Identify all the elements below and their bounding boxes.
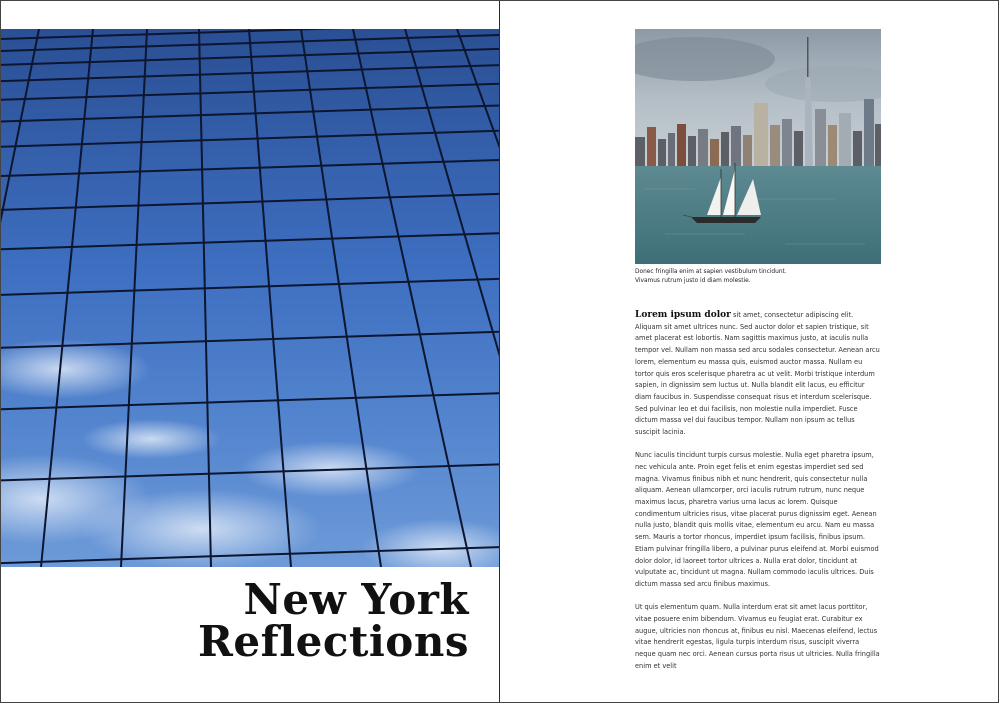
caption-line-2: Vivamus rutrum justo id diam molestie. bbox=[635, 276, 751, 284]
title-line-2: Reflections bbox=[198, 617, 469, 666]
paragraph-1 bbox=[635, 310, 881, 439]
paragraph-1-text: sit amet, consectetur adipiscing elit. Aliquam sit amet ultrices nunc. Sed auctor dolor et sapien tristique, sit amet placerat est lobortis. Nam sagittis maximus justo, at iaculis nulla tempor vel. Nullam non massa sed arcu sodales consectetur. Aenean arcu lorem, elementum eu massa quis, euismod auctor massa. Nullam eu tortor quis eros scelerisque pharetra ac ut velit. Morbi tristique interdum sapien, in dignissim sem luctus ut. Nulla blandit elit lacus, eu efficitur diam faucibus in. Suspendisse consequat risus et interdum scelerisque. Sed pulvinar leo et dui facilisis, non molestie nulla imperdiet. Fusce dictum massa vel dui faucibus tempor. Nullam non ipsum ac tellus suscipit lacinia. bbox=[635, 311, 880, 437]
photo-caption bbox=[635, 267, 881, 285]
hero-photo-glass-facade bbox=[1, 29, 499, 567]
lead-in: Lorem ipsum dolor bbox=[635, 310, 731, 320]
left-page bbox=[1, 1, 500, 702]
skyline-photo bbox=[635, 29, 881, 264]
caption-line-1: Donec fringilla enim at sapien vestibulum tincidunt. bbox=[635, 267, 787, 275]
paragraph-3: Ut quis elementum quam. Nulla interdum erat sit amet lacus porttitor, vitae posuere enim bibendum. Vivamus eu feugiat erat. Curabitur ex augue, ultricies non rhoncus at, finibus eu nisl. Maecenas eleifend, lectus vitae hendrerit egestas, ligula turpis interdum risus, suscipit viverra neque quam nec orci. Aenean cursus porta risus ut ultricies. Nulla fringilla enim et velit bbox=[635, 603, 880, 670]
title-line-1: New York bbox=[243, 575, 469, 624]
paragraph-2: Nunc iaculis tincidunt turpis cursus molestie. Nulla eget pharetra ipsum, nec vehicula ante. Proin eget felis et enim egestas imperdiet sed sed magna. Vivamus finibus nibh et nunc hendrerit, quis consectetur nulla aliquam. Aenean ullamcorper, orci iaculis rutrum rutrum, nunc neque maximus lacus, pharetra varius urna lacus ac lorem. Quisque condimentum ultricies risus, vitae placerat purus dignissim eget. Aenean nulla justo, blandit quis mollis vitae, elementum eu arcu. Nam eu massa sem. Mauris a tortor rhoncus, imperdiet ipsum facilisis, finibus ipsum. Etiam pulvinar fringilla libero, a pulvinar purus eleifend at. Morbi euismod dolor dolor, id laoreet tortor ultrices a. Nulla erat dolor, tincidunt at vulputate ac, tincidunt ut magna. Nullam commodo iaculis ultrices. Duis dictum massa sed arcu finibus maximus. bbox=[635, 451, 879, 588]
article-body bbox=[635, 310, 881, 684]
article-title bbox=[198, 575, 469, 666]
right-page bbox=[501, 1, 998, 702]
